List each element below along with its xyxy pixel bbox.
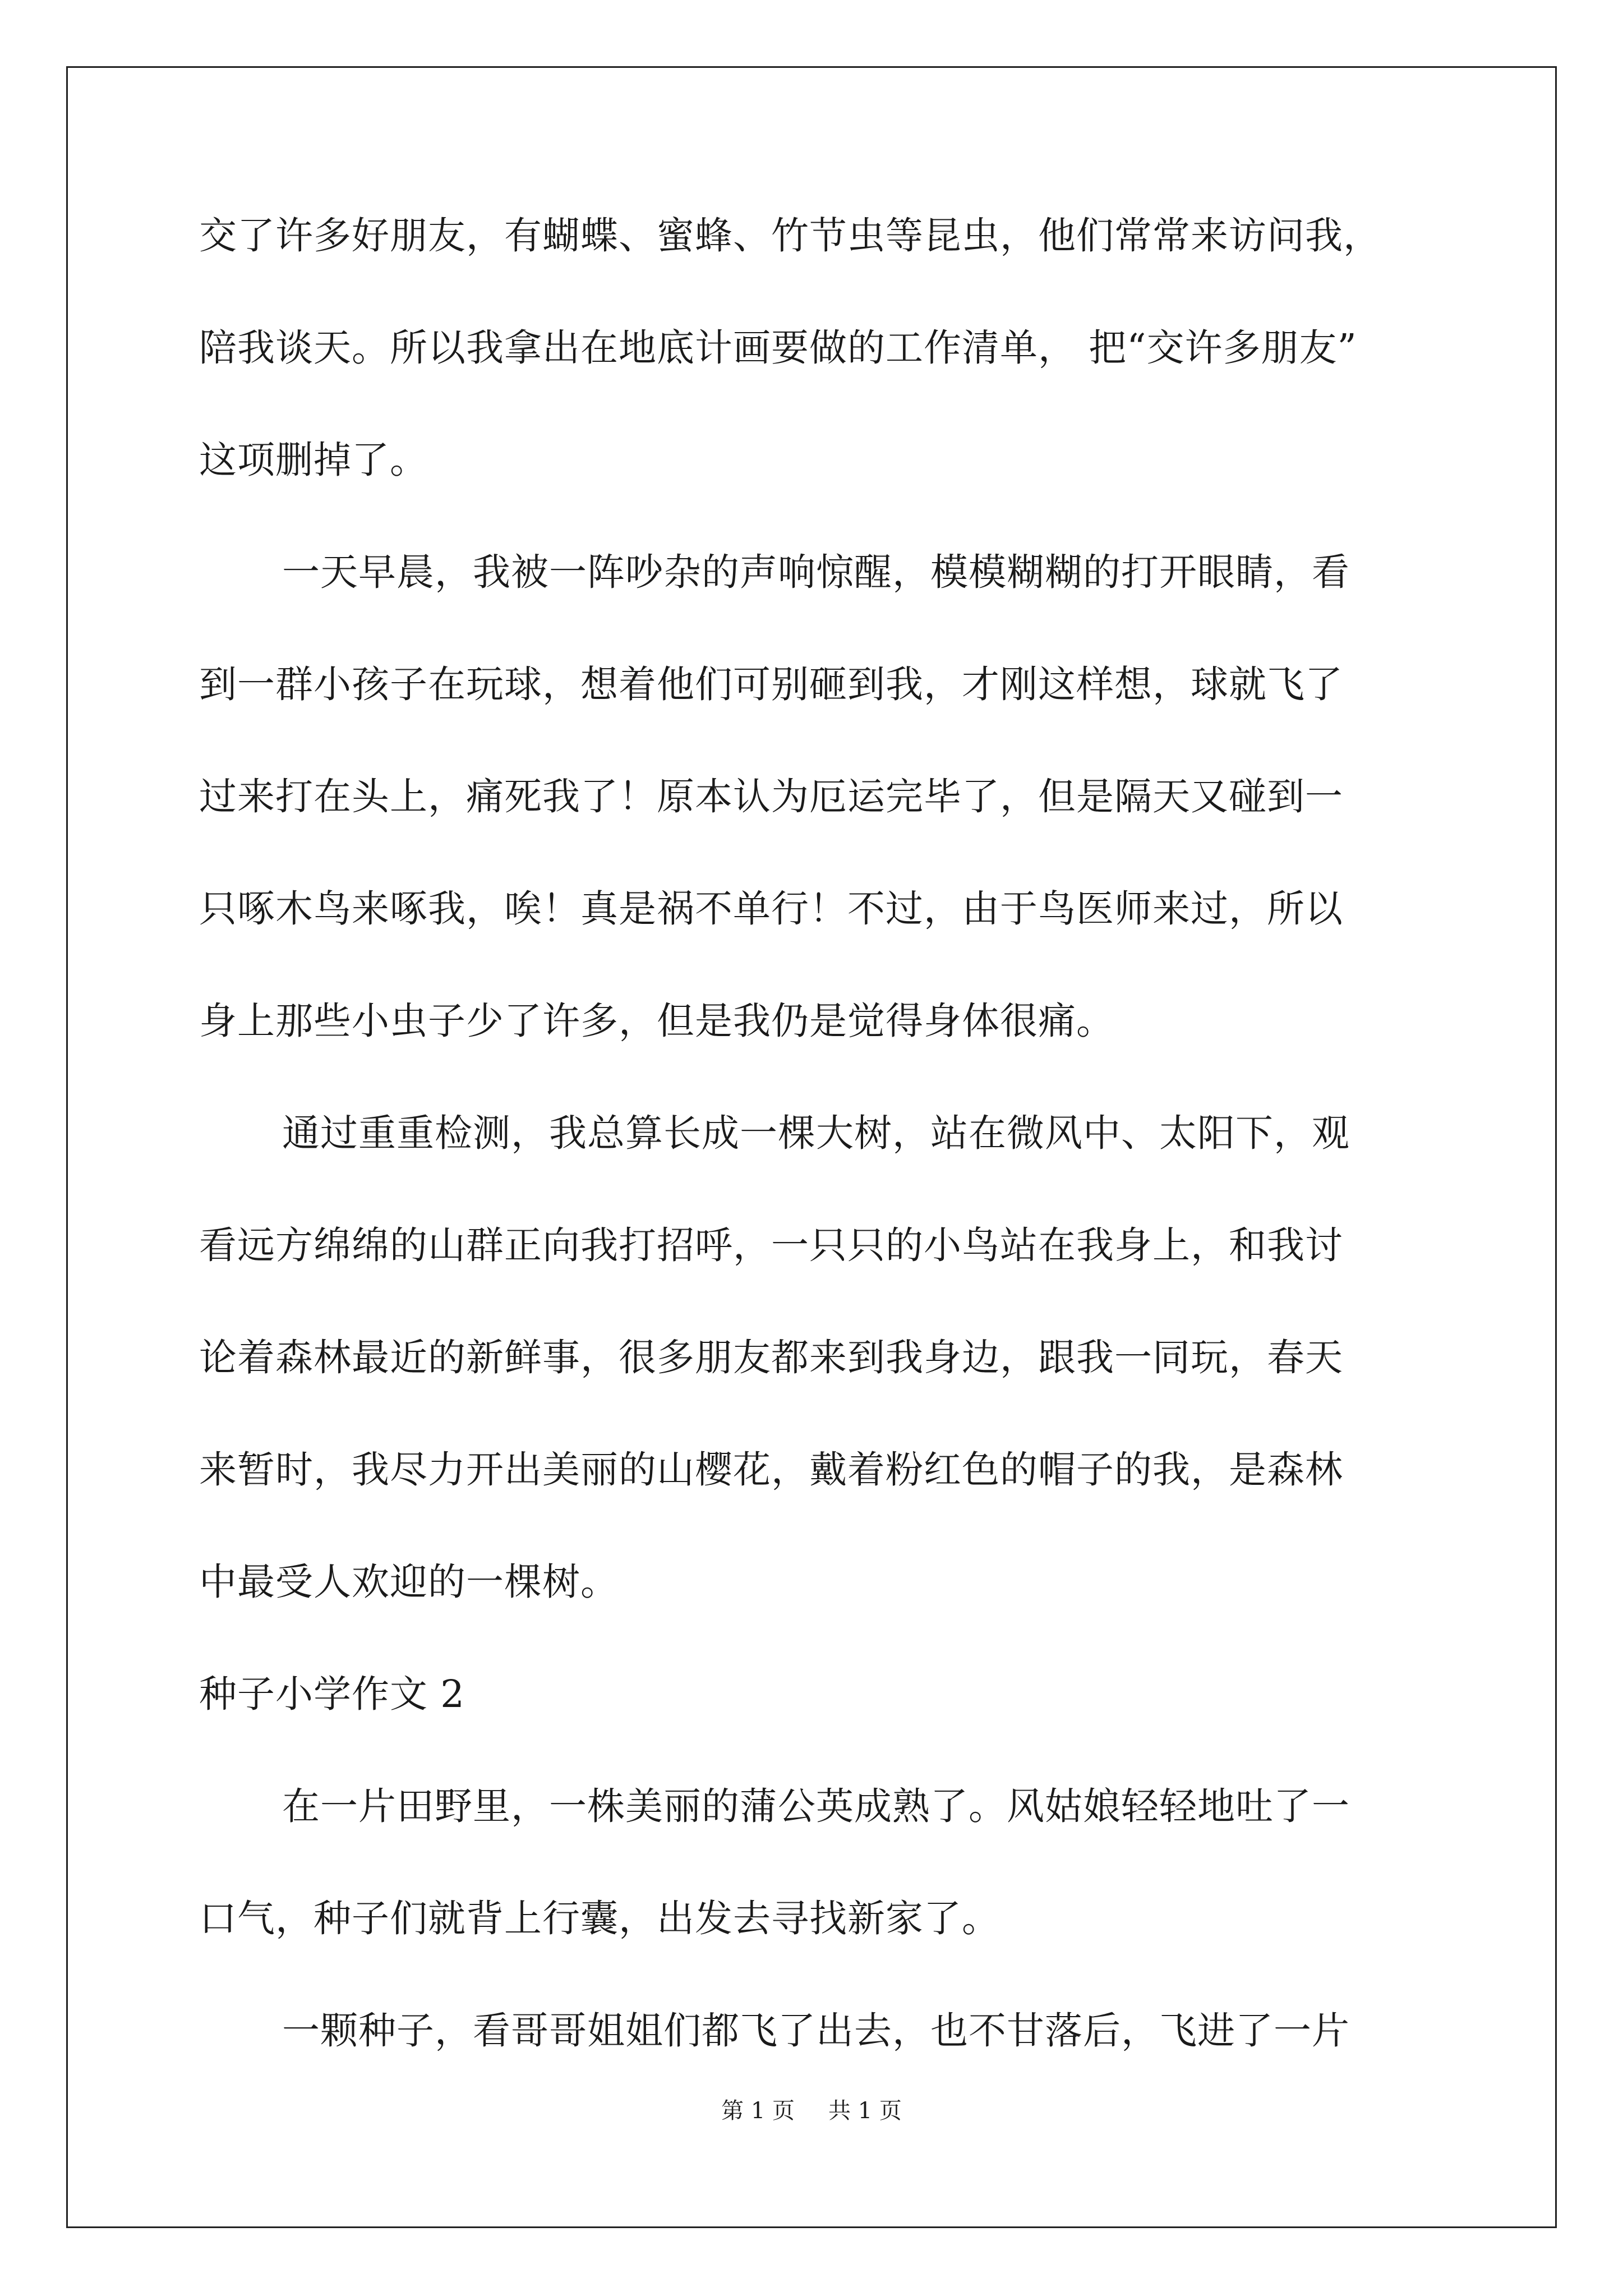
text-line: 到一群小孩子在玩球，想着他们可别砸到我，才刚这样想，球就飞了	[199, 662, 1343, 706]
text-line: 只啄木鸟来啄我，唉！真是祸不单行！不过，由于鸟医师来过，所以	[199, 887, 1343, 931]
text-line: 论着森林最近的新鲜事，很多朋友都来到我身边，跟我一同玩，春天	[199, 1336, 1343, 1379]
text-line: 中最受人欢迎的一棵树。	[199, 1560, 619, 1604]
text-line: 这项删掉了。	[199, 438, 428, 482]
paragraph-first-line: 在一片田野里，一株美丽的蒲公英成熟了。风姑娘轻轻地吐了一	[282, 1784, 1350, 1828]
text-line: 陪我谈天。所以我拿出在地底计画要做的工作清单， 把“交许多朋友”	[199, 326, 1357, 370]
text-line: 来暂时，我尽力开出美丽的山樱花，戴着粉红色的帽子的我，是森林	[199, 1448, 1343, 1492]
page-number: 第 1 页	[721, 2098, 795, 2124]
text-line: 过来打在头上，痛死我了！原本认为厄运完毕了，但是隔天又碰到一	[199, 775, 1343, 818]
text-line: 身上那些小虫子少了许多，但是我仍是觉得身体很痛。	[199, 999, 1114, 1043]
page-footer	[0, 2097, 1623, 2125]
text-line: 口气，种子们就背上行囊，出发去寻找新家了。	[199, 1897, 1000, 1940]
paragraph-first-line: 一天早晨，我被一阵吵杂的声响惊醒，模模糊糊的打开眼睛，看	[282, 550, 1350, 594]
paragraph-first-line: 通过重重检测，我总算长成一棵大树，站在微风中、太阳下，观	[282, 1111, 1350, 1155]
paragraph-first-line: 一颗种子，看哥哥姐姐们都飞了出去，也不甘落后，飞进了一片	[282, 2009, 1350, 2053]
text-line: 交了许多好朋友，有蝴蝶、蜜蜂、竹节虫等昆虫，他们常常来访问我，	[199, 214, 1381, 257]
page-total: 共 1 页	[828, 2098, 902, 2124]
section-heading: 种子小学作文 2	[199, 1672, 465, 1716]
text-line: 看远方绵绵的山群正向我打招呼，一只只的小鸟站在我身上，和我讨	[199, 1223, 1343, 1267]
